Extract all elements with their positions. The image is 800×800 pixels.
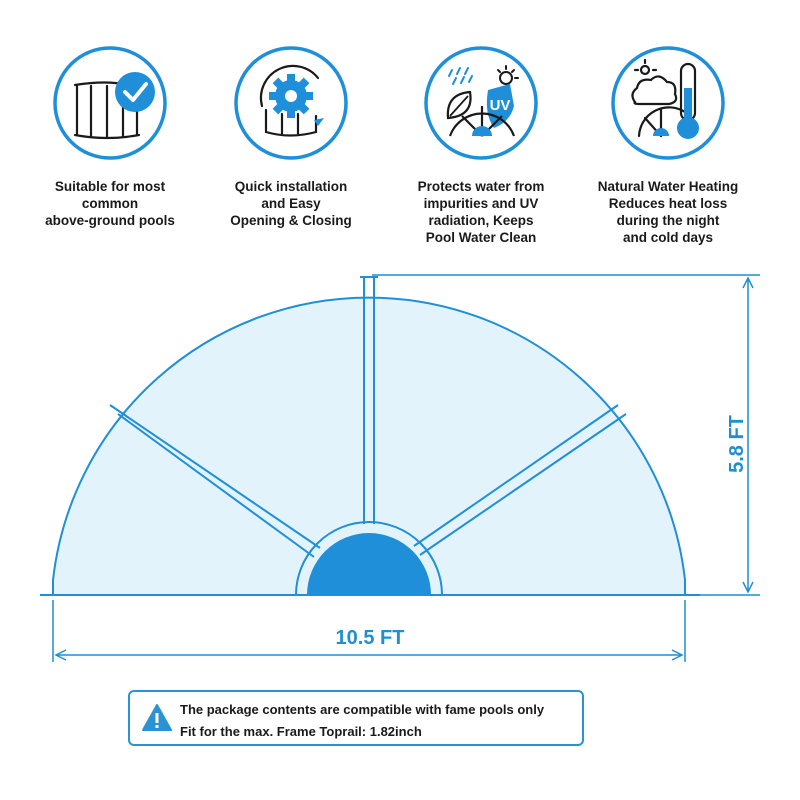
- feature-caption-line: impurities and UV: [423, 196, 539, 211]
- width-dimension-label: 10.5 FT: [335, 627, 405, 649]
- feature-caption-line: Protects water from: [417, 179, 545, 194]
- compatibility-notice: [128, 690, 584, 746]
- notice-line-compatibility: The package contents are compatible with fame pools only: [180, 702, 545, 717]
- gear-install-icon: [232, 44, 350, 162]
- above-ground-pool-check-icon: [51, 44, 169, 162]
- feature-caption-line: radiation, Keeps: [428, 213, 534, 228]
- feature-caption-line: and Easy: [261, 196, 321, 211]
- feature-above-ground-pools: [20, 44, 200, 229]
- feature-caption-line: Opening & Closing: [230, 213, 352, 228]
- feature-caption-line: Pool Water Clean: [425, 230, 537, 245]
- feature-quick-installation: [201, 44, 381, 229]
- feature-natural-heating: [578, 44, 758, 246]
- feature-uv-protection: [391, 44, 571, 246]
- feature-caption-line: Natural Water Heating: [597, 179, 739, 194]
- feature-caption-line: Reduces heat loss: [608, 196, 728, 211]
- feature-caption-line: during the night: [616, 213, 720, 228]
- svg-text:UV: UV: [489, 97, 511, 114]
- height-dimension-label: 5.8 FT: [726, 415, 748, 473]
- feature-caption-line: Quick installation: [234, 179, 348, 194]
- feature-caption-line: and cold days: [622, 230, 714, 245]
- feature-caption-line: Suitable for most: [54, 179, 166, 194]
- pool-cover-diagram: [0, 260, 800, 680]
- thermometer-heating-icon: [609, 44, 727, 162]
- feature-caption-line: common: [81, 196, 139, 211]
- feature-caption-line: above-ground pools: [45, 213, 175, 228]
- warning-icon: [142, 703, 172, 733]
- uv-shield-rain-icon: [422, 44, 540, 162]
- notice-line-toprail: Fit for the max. Frame Toprail: 1.82inch: [180, 724, 422, 739]
